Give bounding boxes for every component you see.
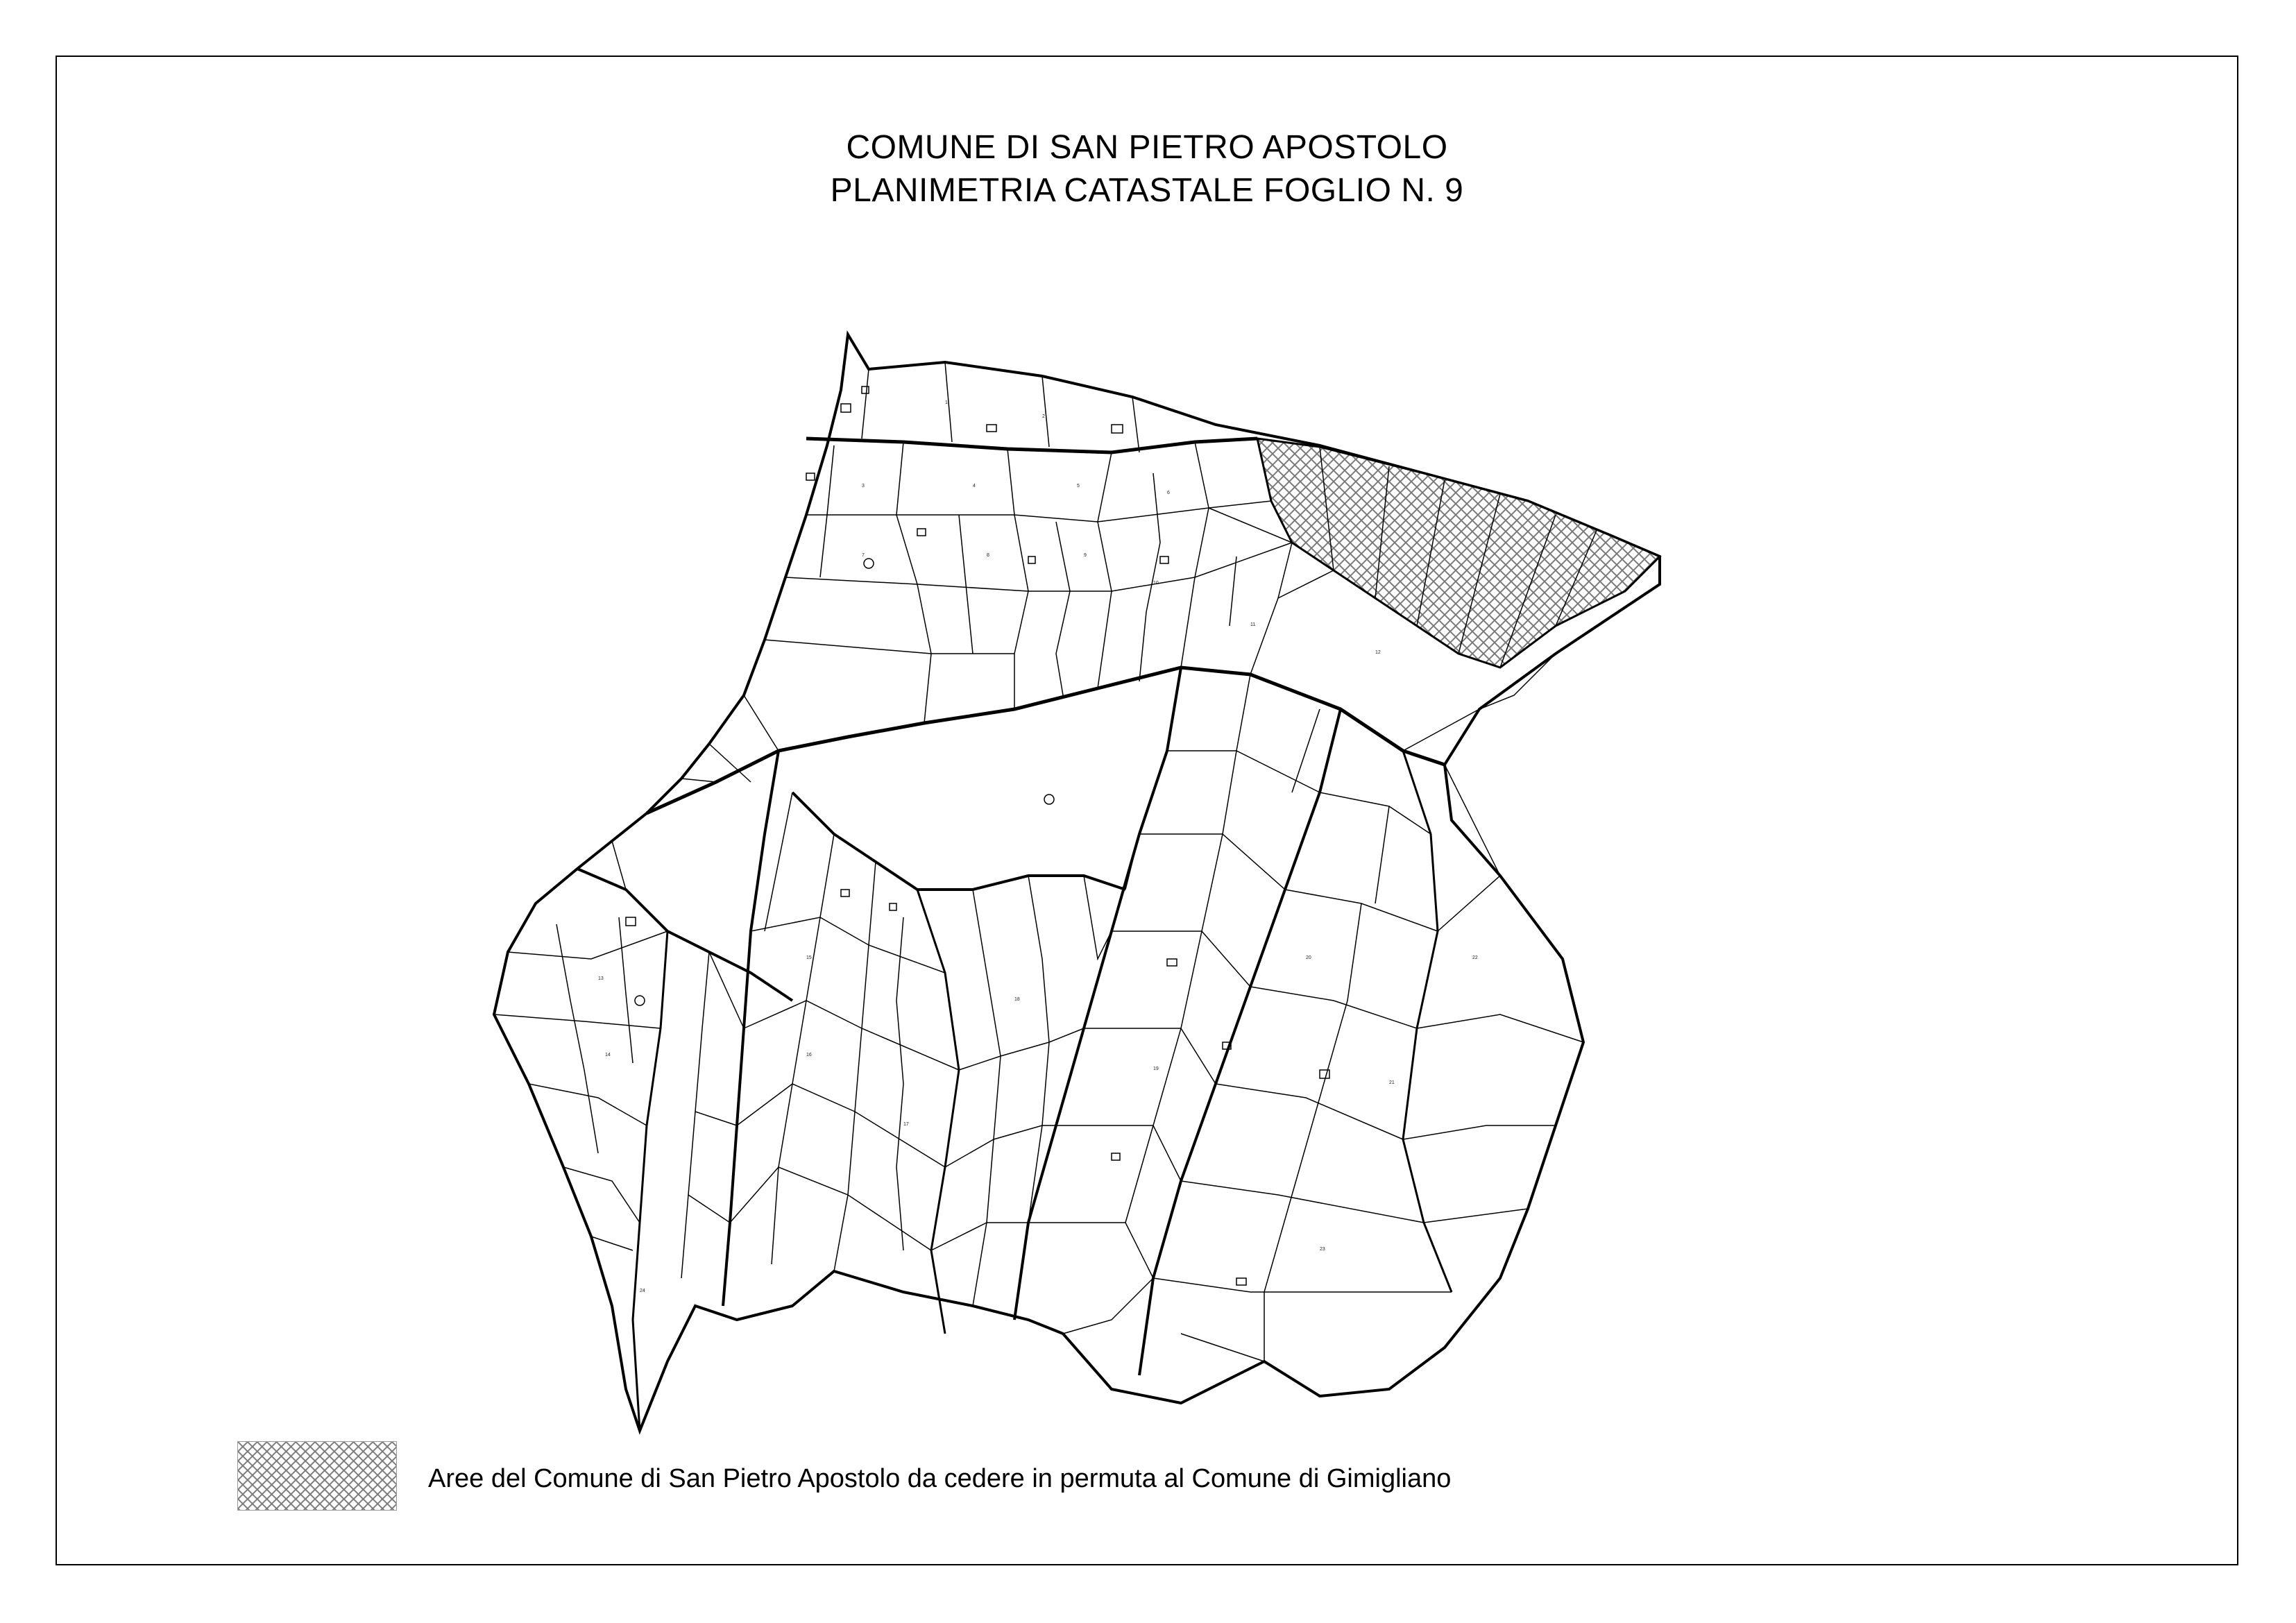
cadastral-map[interactable] <box>418 265 1910 1445</box>
svg-text:9: 9 <box>1084 553 1087 558</box>
svg-text:20: 20 <box>1306 955 1311 960</box>
svg-text:7: 7 <box>862 553 865 558</box>
svg-text:24: 24 <box>640 1289 645 1293</box>
title-block <box>57 126 2237 212</box>
svg-text:4: 4 <box>973 484 976 488</box>
svg-text:3: 3 <box>862 484 865 488</box>
svg-text:6: 6 <box>1167 491 1170 495</box>
svg-text:19: 19 <box>1153 1067 1159 1071</box>
svg-text:21: 21 <box>1389 1080 1395 1085</box>
svg-text:1: 1 <box>945 400 948 405</box>
svg-text:23: 23 <box>1320 1247 1325 1252</box>
svg-text:5: 5 <box>1077 484 1080 488</box>
map-title-line-2: PLANIMETRIA CATASTALE FOGLIO N. 9 <box>830 172 1464 209</box>
map-title-line-1: COMUNE DI SAN PIETRO APOSTOLO <box>846 129 1448 166</box>
svg-text:11: 11 <box>1250 622 1256 627</box>
drawing-frame <box>56 56 2238 1565</box>
svg-text:8: 8 <box>987 553 989 558</box>
svg-text:22: 22 <box>1472 955 1478 960</box>
svg-text:17: 17 <box>903 1122 909 1127</box>
legend-crosshatch-swatch <box>237 1441 397 1511</box>
svg-text:16: 16 <box>806 1053 812 1057</box>
svg-text:12: 12 <box>1375 650 1381 655</box>
cadastral-map-canvas <box>418 265 1910 1445</box>
svg-text:15: 15 <box>806 955 812 960</box>
svg-text:18: 18 <box>1014 997 1020 1002</box>
svg-text:14: 14 <box>605 1053 611 1057</box>
svg-text:2: 2 <box>1042 414 1045 419</box>
svg-text:10: 10 <box>1153 581 1159 586</box>
svg-text:13: 13 <box>598 976 604 981</box>
map-legend <box>237 1441 2041 1518</box>
legend-description: Aree del Comune di San Pietro Apostolo da cedere in permuta al Comune di Gimigliano <box>428 1464 1452 1493</box>
